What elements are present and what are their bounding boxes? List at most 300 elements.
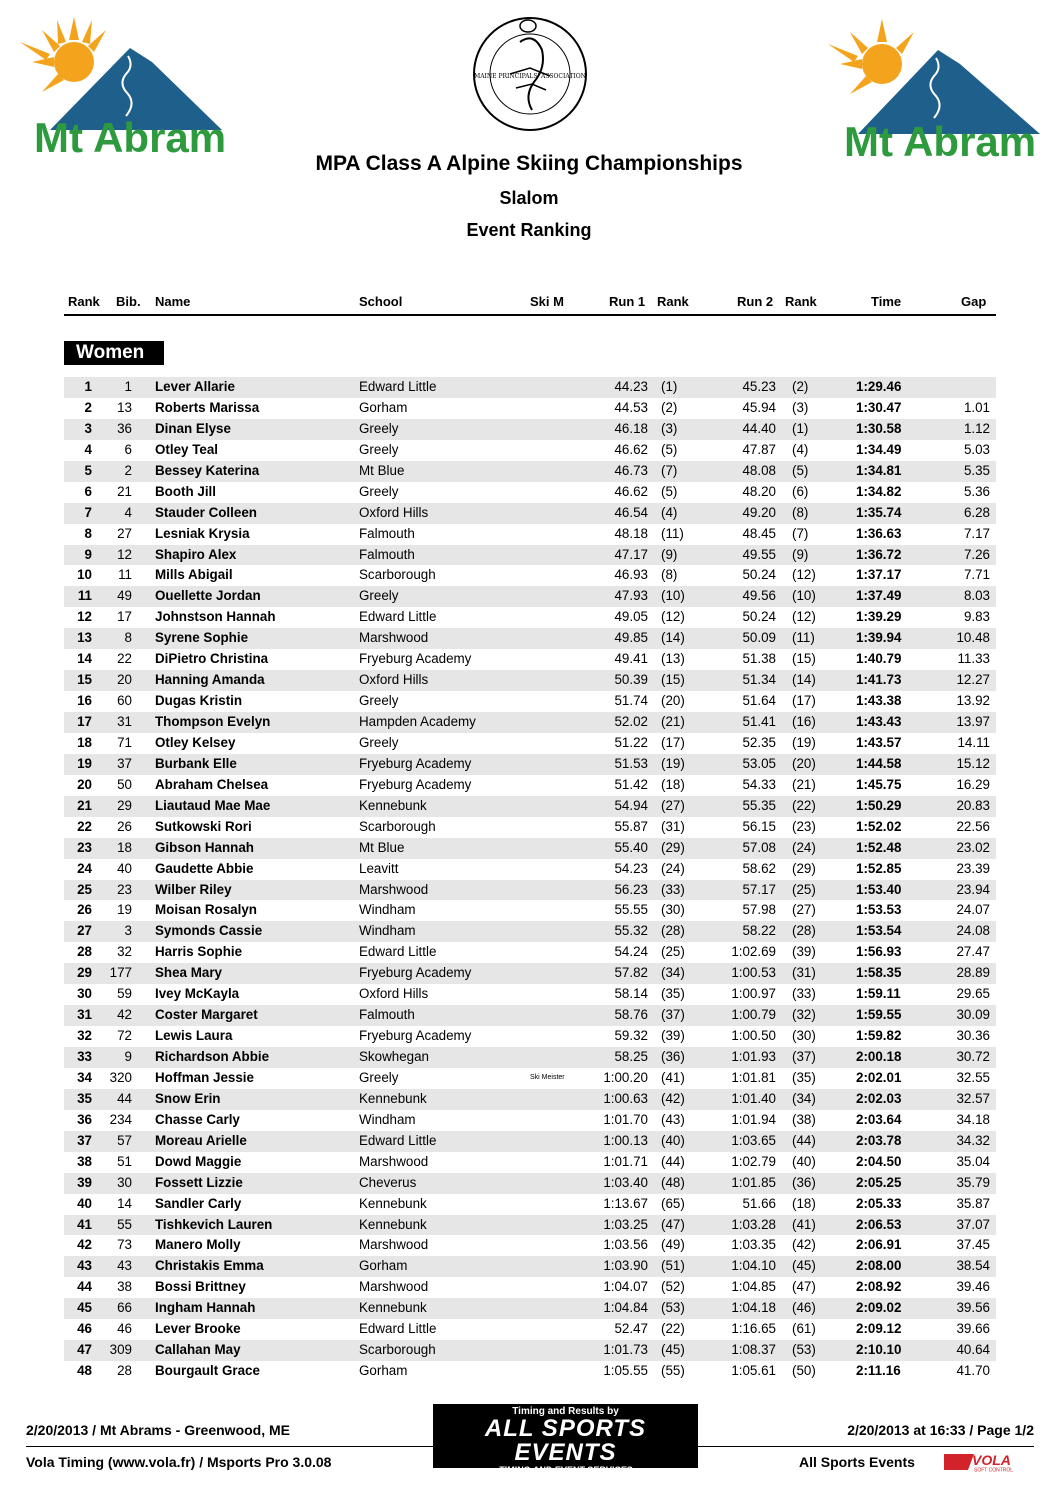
- run1-time: 59.32: [614, 1028, 648, 1044]
- run1-rank: (28): [661, 923, 685, 939]
- gap-cell: 8.03: [963, 588, 990, 604]
- bib-cell: 55: [117, 1216, 132, 1232]
- run1-time: 1:01.71: [603, 1153, 648, 1169]
- rank-cell: 15: [77, 672, 92, 688]
- run2-time: 58.22: [742, 923, 776, 939]
- total-time: 1:52.85: [856, 860, 902, 876]
- rank-cell: 5: [84, 462, 92, 478]
- athlete-name: Otley Kelsey: [155, 734, 236, 750]
- rank-cell: 11: [77, 588, 92, 604]
- total-time: 1:30.58: [856, 420, 902, 436]
- rank-cell: 24: [77, 860, 92, 876]
- run2-time: 1:03.28: [731, 1216, 776, 1232]
- school-cell: Kennebunk: [359, 797, 427, 813]
- run1-time: 54.24: [614, 944, 648, 960]
- athlete-name: Bossi Brittney: [155, 1279, 246, 1295]
- svg-text:SOFT CONTROL: SOFT CONTROL: [974, 1467, 1014, 1472]
- table-row: [64, 503, 996, 524]
- run2-rank: (16): [792, 714, 816, 729]
- gap-cell: 7.71: [963, 567, 990, 583]
- school-cell: Edward Little: [359, 944, 437, 960]
- table-row: [64, 1068, 996, 1089]
- run1-rank: (49): [661, 1237, 685, 1253]
- total-time: 1:53.53: [856, 902, 902, 918]
- run1-rank: (29): [661, 839, 685, 855]
- rank-cell: 48: [77, 1363, 92, 1379]
- total-time: 1:52.02: [856, 818, 902, 834]
- rank-cell: 14: [77, 651, 92, 667]
- run2-time: 1:02.79: [731, 1153, 776, 1169]
- total-time: 1:50.29: [856, 797, 902, 813]
- run1-time: 49.41: [614, 651, 648, 667]
- run1-time: 51.53: [614, 755, 648, 771]
- bib-cell: 8: [124, 630, 132, 646]
- bib-cell: 26: [117, 818, 132, 834]
- athlete-name: Moisan Rosalyn: [155, 902, 257, 918]
- table-row: [64, 1173, 996, 1194]
- run1-time: 55.87: [614, 818, 648, 834]
- run1-rank: (12): [661, 609, 685, 625]
- total-time: 1:34.82: [856, 483, 902, 499]
- rank-cell: 22: [77, 818, 92, 834]
- gap-cell: 15.12: [956, 755, 990, 771]
- bib-cell: 23: [117, 881, 132, 897]
- gap-cell: 23.94: [956, 881, 990, 897]
- run1-rank: (27): [661, 797, 685, 813]
- bib-cell: 234: [109, 1111, 132, 1127]
- run1-time: 55.40: [614, 839, 648, 855]
- event-title: MPA Class A Alpine Skiing Championships: [315, 152, 743, 175]
- rank-cell: 9: [84, 546, 92, 562]
- athlete-name: Ouellette Jordan: [155, 588, 261, 604]
- gap-cell: 30.72: [956, 1049, 990, 1064]
- table-row: [64, 712, 996, 733]
- school-cell: Fryeburg Academy: [359, 755, 472, 771]
- run1-time: 1:03.90: [603, 1258, 648, 1274]
- rank-cell: 16: [77, 693, 92, 709]
- rank-cell: 31: [77, 1007, 92, 1023]
- run1-time: 51.42: [614, 776, 648, 792]
- bib-cell: 73: [117, 1237, 132, 1253]
- school-cell: Greely: [359, 734, 399, 750]
- run2-rank: (19): [792, 734, 816, 750]
- run2-time: 54.33: [742, 776, 776, 792]
- run2-rank: (41): [792, 1216, 816, 1232]
- gap-cell: 1.12: [963, 420, 990, 436]
- run1-rank: (39): [661, 1028, 685, 1044]
- rank-cell: 17: [77, 714, 92, 729]
- athlete-name: Manero Molly: [155, 1237, 241, 1253]
- svg-text:Mt Abram: Mt Abram: [34, 114, 227, 160]
- run2-rank: (29): [792, 860, 816, 876]
- bib-cell: 30: [117, 1174, 132, 1190]
- total-time: 2:02.03: [856, 1090, 902, 1106]
- school-cell: Greely: [359, 441, 399, 457]
- run2-time: 48.45: [742, 525, 776, 541]
- col-run1-header: Run 1: [609, 294, 646, 309]
- table-row: [64, 607, 996, 628]
- total-time: 1:30.47: [856, 399, 902, 415]
- gap-cell: 35.79: [956, 1174, 990, 1190]
- run2-rank: (2): [792, 379, 809, 394]
- school-cell: Windham: [359, 1111, 416, 1127]
- table-row: [64, 1319, 996, 1340]
- vola-logo: [944, 1452, 1034, 1472]
- run2-time: 1:00.53: [731, 965, 776, 981]
- gap-cell: 23.39: [956, 860, 990, 876]
- athlete-name: Sutkowski Rori: [155, 818, 252, 834]
- run2-time: 1:00.79: [731, 1007, 776, 1023]
- school-cell: Scarborough: [359, 1342, 436, 1358]
- rank-cell: 46: [77, 1321, 92, 1337]
- total-time: 1:53.40: [856, 881, 902, 897]
- total-time: 1:59.82: [856, 1028, 902, 1044]
- run2-time: 1:08.37: [731, 1342, 776, 1358]
- rank-cell: 27: [77, 923, 92, 939]
- run2-rank: (28): [792, 923, 816, 939]
- run1-rank: (18): [661, 776, 685, 792]
- table-row: [64, 1215, 996, 1236]
- run2-rank: (22): [792, 797, 816, 813]
- total-time: 1:56.93: [856, 944, 902, 960]
- run2-rank: (14): [792, 672, 816, 688]
- run1-time: 47.93: [614, 588, 648, 604]
- rank-cell: 37: [77, 1132, 92, 1148]
- total-time: 1:59.11: [856, 986, 901, 1002]
- gap-cell: 37.07: [956, 1216, 990, 1232]
- run1-time: 44.53: [614, 399, 648, 415]
- run1-time: 54.94: [614, 797, 648, 813]
- total-time: 1:36.72: [856, 546, 902, 562]
- table-row: [64, 524, 996, 545]
- bib-cell: 177: [109, 965, 132, 981]
- mpa-seal: [470, 14, 590, 134]
- rank-cell: 43: [77, 1258, 92, 1274]
- run1-rank: (33): [661, 881, 685, 897]
- athlete-name: Moreau Arielle: [155, 1132, 247, 1148]
- gap-cell: 11.33: [957, 651, 990, 667]
- rank-cell: 36: [77, 1111, 92, 1127]
- school-cell: Leavitt: [359, 860, 399, 876]
- bib-cell: 29: [117, 797, 132, 813]
- rank-cell: 12: [77, 609, 92, 625]
- run2-rank: (42): [792, 1237, 816, 1253]
- athlete-name: Stauder Colleen: [155, 504, 257, 520]
- run2-rank: (11): [792, 630, 815, 646]
- total-time: 1:53.54: [856, 923, 902, 939]
- run1-rank: (25): [661, 944, 685, 960]
- table-row: [64, 565, 996, 586]
- run1-rank: (3): [661, 420, 678, 436]
- svg-text:Mt Abram: Mt Abram: [844, 118, 1037, 164]
- mt-abram-logo-left: [12, 12, 242, 160]
- run2-time: 48.08: [742, 462, 776, 478]
- bib-cell: 37: [117, 755, 132, 771]
- rank-cell: 45: [77, 1300, 92, 1316]
- run1-time: 49.05: [614, 609, 648, 625]
- athlete-name: Richardson Abbie: [155, 1049, 270, 1064]
- run2-rank: (7): [792, 525, 809, 541]
- gap-cell: 37.45: [956, 1237, 990, 1253]
- run1-time: 1:01.70: [603, 1111, 648, 1127]
- total-time: 2:03.78: [856, 1132, 902, 1148]
- bib-cell: 38: [117, 1279, 132, 1295]
- run2-time: 57.08: [742, 839, 776, 855]
- bib-cell: 2: [124, 462, 132, 478]
- gap-cell: 23.02: [956, 839, 990, 855]
- athlete-name: Bourgault Grace: [155, 1363, 260, 1379]
- school-cell: Greely: [359, 483, 399, 499]
- run1-rank: (37): [661, 1007, 685, 1023]
- school-cell: Fryeburg Academy: [359, 651, 472, 667]
- run2-time: 1:00.50: [731, 1028, 776, 1044]
- run2-rank: (37): [792, 1049, 816, 1064]
- gap-cell: 9.83: [963, 609, 990, 625]
- run2-rank: (47): [792, 1279, 816, 1295]
- run2-time: 50.09: [742, 630, 776, 646]
- run2-time: 1:03.35: [731, 1237, 776, 1253]
- col-gap-header: Gap: [961, 294, 987, 309]
- run1-rank: (8): [661, 567, 678, 583]
- athlete-name: Liautaud Mae Mae: [155, 797, 271, 813]
- table-row: [64, 900, 996, 921]
- run1-time: 1:00.63: [603, 1090, 648, 1106]
- run1-time: 58.76: [614, 1007, 648, 1023]
- table-row: [64, 440, 996, 461]
- run2-time: 51.66: [742, 1195, 776, 1211]
- run1-time: 44.23: [614, 379, 648, 394]
- school-cell: Cheverus: [359, 1174, 417, 1190]
- table-row: [64, 1340, 996, 1361]
- gap-cell: 38.54: [956, 1258, 990, 1274]
- bib-cell: 50: [117, 776, 132, 792]
- athlete-name: Symonds Cassie: [155, 923, 263, 939]
- col-school-header: School: [359, 294, 403, 309]
- run2-time: 1:01.81: [731, 1069, 776, 1085]
- run2-time: 51.64: [742, 693, 776, 709]
- school-cell: Oxford Hills: [359, 986, 429, 1002]
- run1-rank: (20): [661, 693, 685, 709]
- run1-rank: (21): [661, 714, 685, 729]
- school-cell: Falmouth: [359, 525, 415, 541]
- bib-cell: 4: [124, 504, 132, 520]
- run1-rank: (1): [661, 379, 678, 394]
- bib-cell: 40: [117, 860, 132, 876]
- bib-cell: 6: [124, 441, 132, 457]
- total-time: 1:43.38: [856, 693, 902, 709]
- run2-time: 1:04.85: [731, 1279, 776, 1295]
- school-cell: Windham: [359, 923, 416, 939]
- run1-time: 49.85: [614, 630, 648, 646]
- school-cell: Greely: [359, 420, 399, 436]
- athlete-name: Snow Erin: [155, 1090, 221, 1106]
- total-time: 2:04.50: [856, 1153, 902, 1169]
- run1-time: 51.74: [614, 693, 648, 709]
- gap-cell: 13.92: [956, 693, 990, 709]
- run1-time: 55.32: [614, 923, 648, 939]
- athlete-name: DiPietro Christina: [155, 651, 269, 667]
- run1-rank: (40): [661, 1132, 685, 1148]
- athlete-name: Otley Teal: [155, 441, 219, 457]
- run2-time: 49.56: [742, 588, 776, 604]
- gap-cell: 39.56: [956, 1300, 990, 1316]
- gap-cell: 29.65: [956, 986, 990, 1002]
- run2-time: 58.62: [742, 860, 776, 876]
- school-cell: Fryeburg Academy: [359, 1028, 472, 1044]
- rank-cell: 10: [77, 567, 92, 583]
- bib-cell: 17: [117, 609, 132, 625]
- run2-rank: (5): [792, 462, 809, 478]
- run1-rank: (2): [661, 399, 678, 415]
- col-rank-header: Rank: [68, 294, 100, 309]
- gap-cell: 30.09: [956, 1007, 990, 1023]
- athlete-name: Gaudette Abbie: [155, 860, 254, 876]
- run2-time: 48.20: [742, 483, 776, 499]
- table-row: [64, 817, 996, 838]
- athlete-name: Gibson Hannah: [155, 839, 254, 855]
- total-time: 2:09.12: [856, 1321, 902, 1337]
- bib-cell: 309: [109, 1342, 132, 1358]
- school-cell: Marshwood: [359, 630, 429, 646]
- ase-line2: ALL SPORTS EVENTS: [484, 1415, 647, 1466]
- run1-rank: (55): [661, 1363, 685, 1379]
- run2-time: 57.17: [742, 881, 776, 897]
- rank-cell: 32: [77, 1028, 92, 1044]
- school-cell: Greely: [359, 693, 399, 709]
- gap-cell: 13.97: [956, 714, 990, 729]
- run2-rank: (17): [792, 693, 816, 709]
- rank-cell: 25: [77, 881, 92, 897]
- bib-cell: 27: [117, 525, 132, 541]
- gap-cell: 34.32: [956, 1132, 990, 1148]
- run1-time: 1:01.73: [603, 1342, 648, 1358]
- run2-rank: (12): [792, 609, 816, 625]
- run1-rank: (14): [661, 630, 685, 646]
- run2-rank: (36): [792, 1174, 816, 1190]
- run2-rank: (4): [792, 441, 809, 457]
- total-time: 2:10.10: [856, 1342, 902, 1358]
- school-cell: Windham: [359, 902, 416, 918]
- run1-rank: (13): [661, 651, 685, 667]
- col-time-header: Time: [871, 294, 902, 309]
- school-cell: Falmouth: [359, 546, 415, 562]
- rank-cell: 7: [84, 504, 92, 520]
- bib-cell: 32: [117, 944, 132, 960]
- run1-rank: (24): [661, 860, 685, 876]
- run2-rank: (27): [792, 902, 816, 918]
- gap-cell: 39.46: [956, 1279, 990, 1295]
- run1-time: 46.93: [614, 567, 648, 583]
- rank-cell: 29: [77, 965, 92, 981]
- run1-time: 1:03.25: [603, 1216, 648, 1232]
- gap-cell: 16.29: [956, 776, 990, 792]
- rank-cell: 6: [84, 483, 92, 499]
- athlete-name: Lever Brooke: [155, 1321, 241, 1337]
- gap-cell: 5.35: [963, 462, 990, 478]
- table-row: [64, 942, 996, 963]
- run1-time: 1:04.84: [603, 1300, 648, 1316]
- school-cell: Kennebunk: [359, 1090, 427, 1106]
- total-time: 1:29.46: [856, 379, 902, 394]
- run2-rank: (12): [792, 567, 816, 583]
- col-rank2-header: Rank: [785, 294, 817, 309]
- run2-rank: (38): [792, 1111, 816, 1127]
- athlete-name: Lewis Laura: [155, 1028, 233, 1044]
- table-row: [64, 691, 996, 712]
- total-time: 2:06.91: [856, 1237, 902, 1253]
- gap-cell: 41.70: [956, 1363, 990, 1379]
- table-row: [64, 1026, 996, 1047]
- run1-rank: (52): [661, 1279, 685, 1295]
- run1-time: 52.47: [614, 1321, 648, 1337]
- school-cell: Scarborough: [359, 567, 436, 583]
- rank-cell: 40: [77, 1195, 92, 1211]
- total-time: 1:36.63: [856, 525, 902, 541]
- run2-time: 51.34: [742, 672, 776, 688]
- bib-cell: 3: [124, 923, 132, 939]
- rank-cell: 13: [77, 630, 92, 646]
- table-row: [64, 482, 996, 503]
- table-row: [64, 1005, 996, 1026]
- gap-cell: 39.66: [956, 1321, 990, 1337]
- gap-cell: 10.48: [956, 630, 990, 646]
- footer-date-location: 2/20/2013 / Mt Abrams - Greenwood, ME: [26, 1422, 291, 1438]
- athlete-name: Callahan May: [155, 1342, 241, 1358]
- run1-time: 58.14: [614, 986, 648, 1002]
- rank-cell: 34: [77, 1069, 92, 1085]
- total-time: 1:59.55: [856, 1007, 902, 1023]
- table-row: [64, 733, 996, 754]
- run2-rank: (6): [792, 483, 809, 499]
- athlete-name: Shapiro Alex: [155, 546, 237, 562]
- athlete-name: Roberts Marissa: [155, 399, 260, 415]
- run2-time: 1:01.93: [731, 1049, 776, 1064]
- school-cell: Greely: [359, 1069, 399, 1085]
- run1-rank: (47): [661, 1216, 685, 1232]
- run2-time: 1:02.69: [731, 944, 776, 960]
- rank-cell: 44: [77, 1279, 92, 1295]
- table-row: [64, 419, 996, 440]
- table-row: [64, 1256, 996, 1277]
- gap-cell: 5.36: [963, 483, 990, 499]
- table-row: [64, 1298, 996, 1319]
- run2-rank: (9): [792, 546, 809, 562]
- bib-cell: 43: [117, 1258, 132, 1274]
- table-row: [64, 628, 996, 649]
- total-time: 2:08.00: [856, 1258, 902, 1274]
- run2-rank: (25): [792, 881, 816, 897]
- run2-time: 1:01.85: [731, 1174, 776, 1190]
- school-cell: Kennebunk: [359, 1216, 427, 1232]
- run2-rank: (30): [792, 1028, 816, 1044]
- school-cell: Edward Little: [359, 1132, 437, 1148]
- run1-time: 1:13.67: [603, 1195, 648, 1211]
- athlete-name: Shea Mary: [155, 965, 222, 981]
- athlete-name: Hoffman Jessie: [155, 1069, 254, 1085]
- run2-rank: (34): [792, 1090, 816, 1106]
- run2-time: 1:01.94: [731, 1111, 776, 1127]
- run2-rank: (3): [792, 399, 809, 415]
- run1-rank: (15): [661, 672, 685, 688]
- rank-cell: 19: [77, 755, 92, 771]
- athlete-name: Lesniak Krysia: [155, 525, 250, 541]
- run1-time: 1:04.07: [603, 1279, 648, 1295]
- athlete-name: Wilber Riley: [155, 881, 232, 897]
- run2-rank: (32): [792, 1007, 816, 1023]
- run1-rank: (31): [661, 818, 685, 834]
- table-row: [64, 775, 996, 796]
- bib-cell: 9: [124, 1049, 132, 1064]
